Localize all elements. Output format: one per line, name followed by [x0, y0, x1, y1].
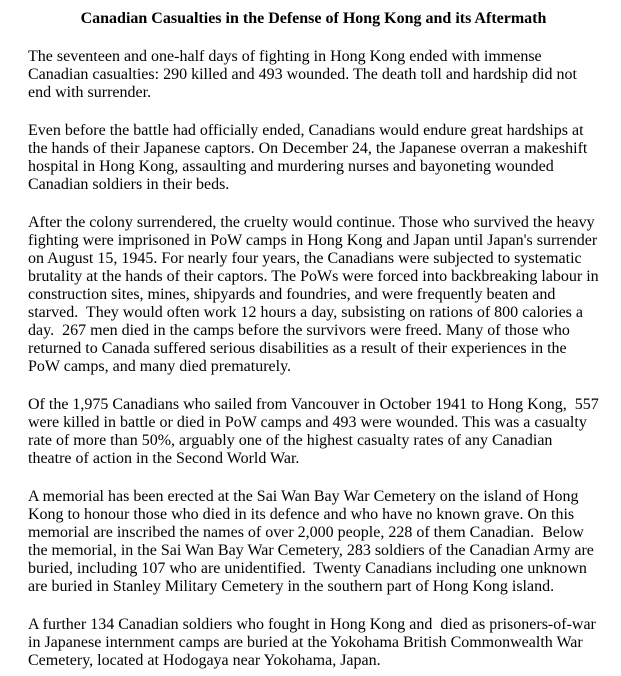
document-title: Canadian Casualties in the Defense of Hong Kong and its Aftermath: [80, 10, 547, 27]
paragraph-pow-camps: After the colony surrendered, the cruelty would continue. Those who survived the heavy fighting were imprisoned in PoW camps in Hong Kong and Japan until Japan's surrender on August 15, 1945. For nearly four years, the Canadians were subjected to systematic brutality at the hands of their captors. The PoWs were forced into backbreaking labour in construction sites, mines, shipyards and foundries, and were frequently beaten and starved. They would often work 12 hours a day, subsisting on rations of 800 calories a day. 267 men died in the camps before the survivors were freed. Many of those who returned to Canada suffered serious disabilities as a result of their experiences in the PoW camps, and many died prematurely.: [28, 214, 603, 375]
paragraph-casualty-summary: The seventeen and one-half days of fighting in Hong Kong ended with immense Canadian casualties: 290 killed and 493 wounded. The death toll and hardship did not end with surrender.: [28, 48, 581, 101]
paragraph-hospital-atrocity: Even before the battle had officially ended, Canadians would endure great hardships at the hands of their Japanese captors. On December 24, the Japanese overran a makeshift hospital in Hong Kong, assaulting and murdering nurses and bayoneting wounded Canadian soldiers in their beds.: [28, 122, 592, 193]
paragraph-casualty-rate: Of the 1,975 Canadians who sailed from Vancouver in October 1941 to Hong Kong, 557 were killed in battle or died in PoW camps and 493 were wounded. This was a casualty rate of more than 50%, arguably one of the highest casualty rates of any Canadian theatre of action in the Second World War.: [28, 396, 603, 467]
paragraph-yokohama-cemetery: A further 134 Canadian soldiers who fought in Hong Kong and died as prisoners-of-war in Japanese internment camps are buried at the Yokohama British Commonwealth War Cemetery, located at Hodogaya near Yokohama, Japan.: [28, 616, 600, 669]
paragraph-sai-wan-memorial: A memorial has been erected at the Sai Wan Bay War Cemetery on the island of Hong Kong to honour those who died in its defence and who have no known grave. On this memorial are inscribed the names of over 2,000 people, 228 of them Canadian. Below the memorial, in the Sai Wan Bay War Cemetery, 283 soldiers of the Canadian Army are buried, including 107 who are unidentified. Twenty Canadians including one unknown are buried in Stanley Military Cemetery in the southern part of Hong Kong island.: [28, 488, 598, 595]
